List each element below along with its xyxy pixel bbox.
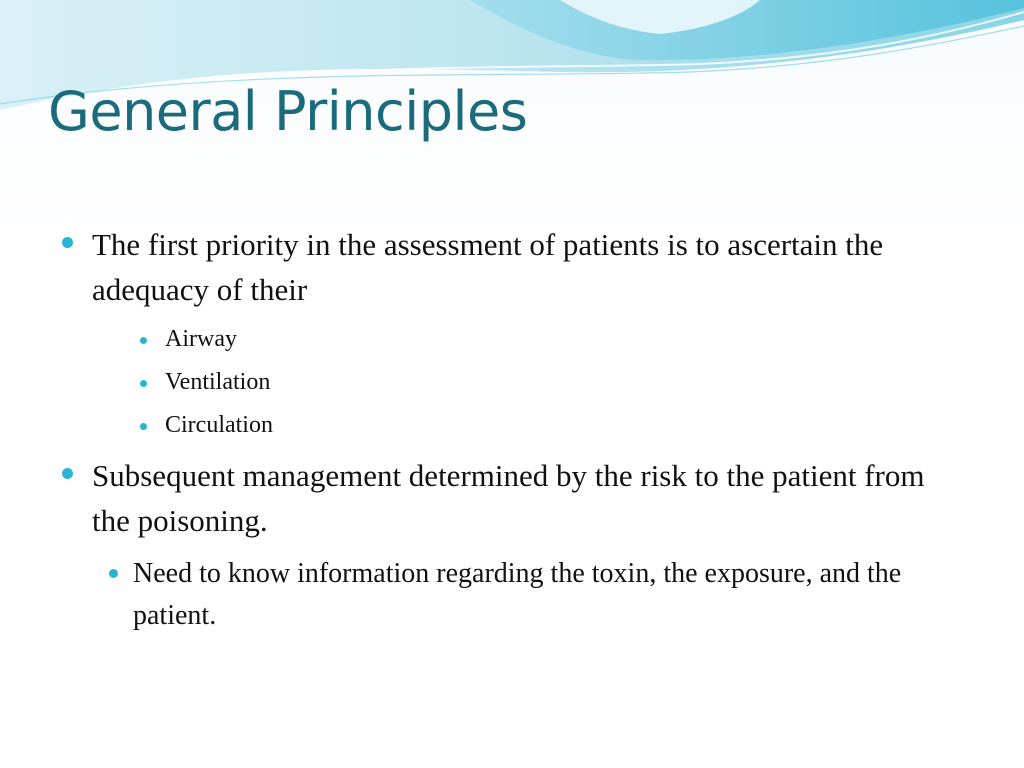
slide-content <box>62 222 962 637</box>
sub-bullet-text: Circulation <box>165 412 273 438</box>
sub-bullet-item <box>62 404 962 447</box>
bullet-dot-icon <box>140 380 147 387</box>
bullet-item <box>62 222 962 312</box>
sub-bullet-text: Airway <box>165 326 237 352</box>
bullet-dot-icon <box>62 237 73 248</box>
sub-bullet-item <box>62 553 962 637</box>
bullet-item <box>62 453 962 543</box>
sub-bullet-item <box>62 318 962 361</box>
bullet-dot-icon <box>140 337 147 344</box>
slide-title: General Principles <box>48 80 528 143</box>
bullet-dot-icon <box>109 569 118 578</box>
bullet-text: The first priority in the assessment of patients is to ascertain the adequacy of their <box>92 227 884 307</box>
bullet-text: Subsequent management determined by the risk to the patient from the poisoning. <box>92 458 925 538</box>
bullet-dot-icon <box>140 423 147 430</box>
sub-bullet-text: Ventilation <box>165 369 271 395</box>
sub-bullet-item <box>62 361 962 404</box>
sub-bullet-list <box>62 318 962 447</box>
sub-bullet-text: Need to know information regarding the toxin, the exposure, and the patient. <box>133 558 902 631</box>
bullet-dot-icon <box>62 468 73 479</box>
